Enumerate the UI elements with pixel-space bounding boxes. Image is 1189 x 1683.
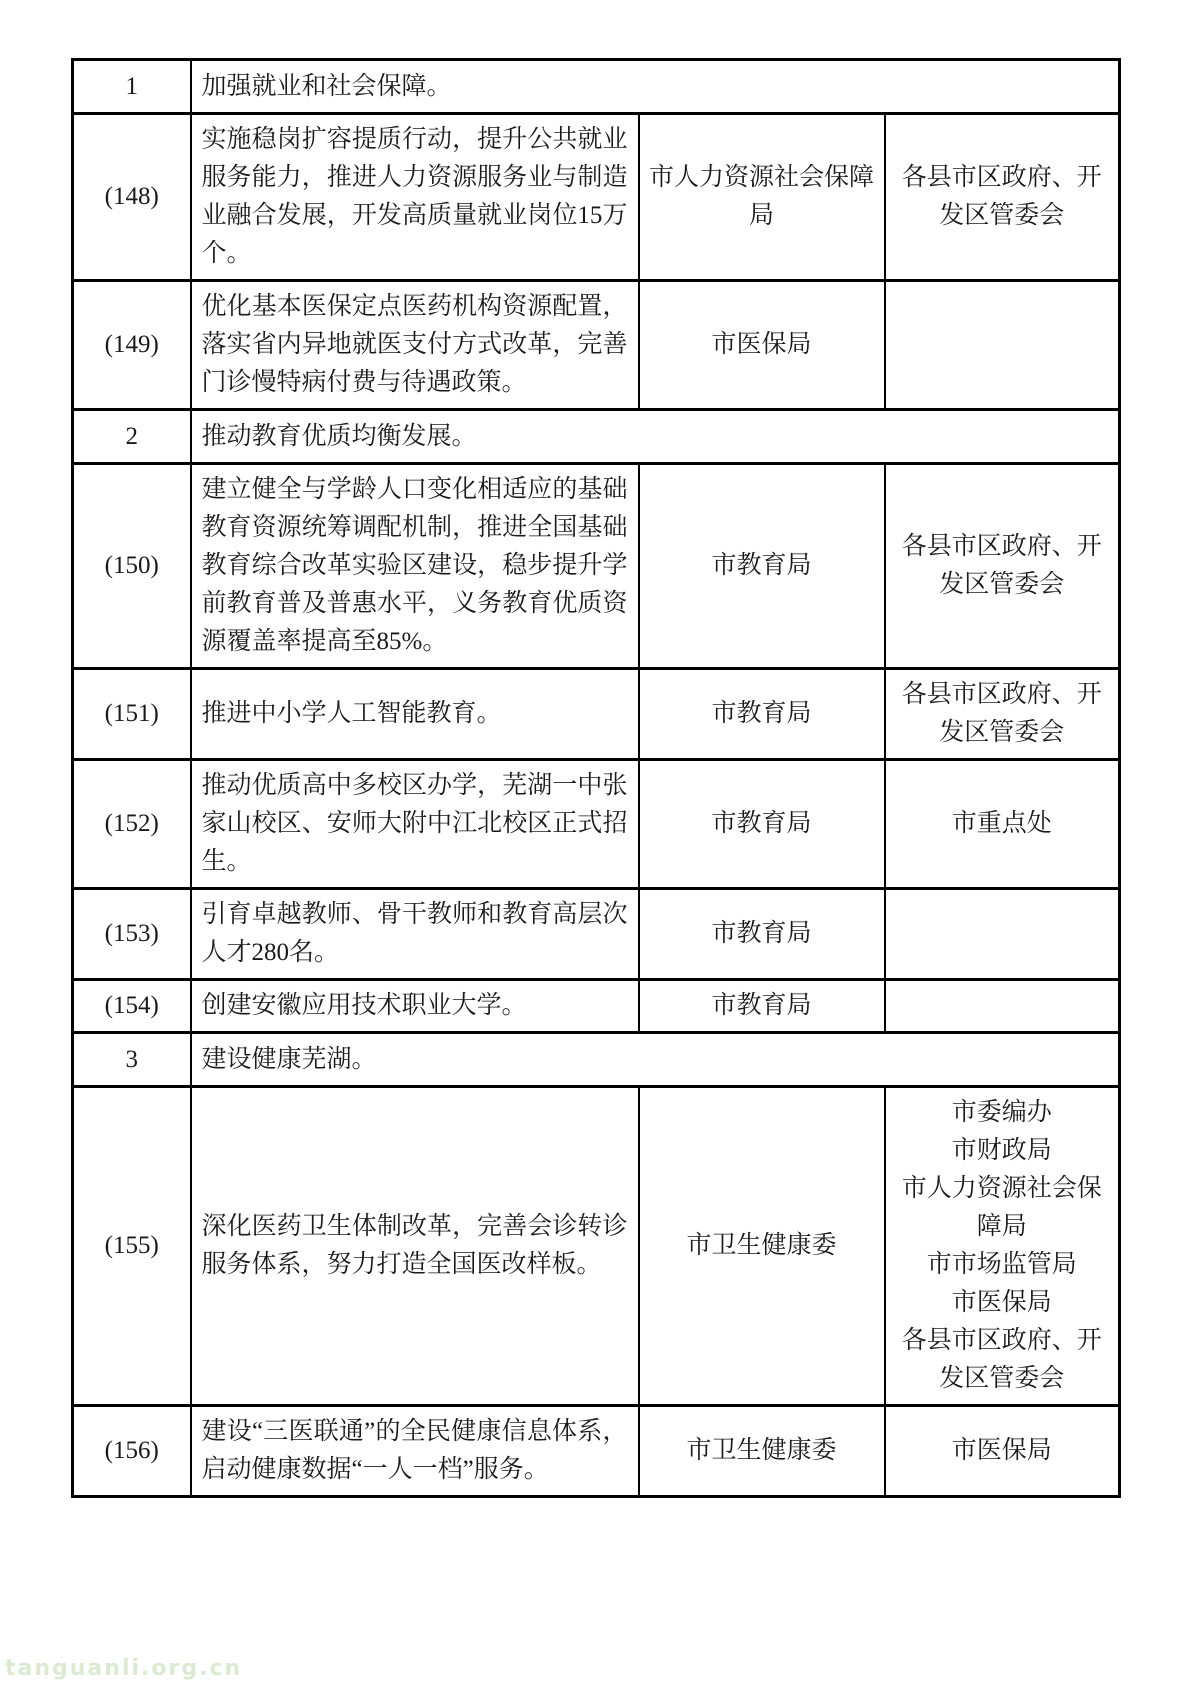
item-row <box>73 980 1120 1033</box>
support-unit: 市医保局 <box>951 1289 1052 1316</box>
task-cell: 推进中小学人工智能教育。 <box>191 669 639 760</box>
support-units-cell <box>885 114 1120 281</box>
task-cell: 建立健全与学龄人口变化相适应的基础教育资源统筹调配机制，推进全国基础教育综合改革实验区建设，稳步提升学前教育普及普惠水平，义务教育优质资源覆盖率提高至85%。 <box>191 464 639 669</box>
lead-unit-cell: 市卫生健康委 <box>639 1406 885 1497</box>
support-unit: 市医保局 <box>951 1437 1052 1464</box>
task-cell: 深化医药卫生体制改革，完善会诊转诊服务体系，努力打造全国医改样板。 <box>191 1087 639 1406</box>
support-unit: 各县市区政府、开发区管委会 <box>901 681 1102 746</box>
lead-unit-cell: 市教育局 <box>639 889 885 980</box>
support-units-cell <box>885 760 1120 889</box>
task-cell: 优化基本医保定点医药机构资源配置，落实省内异地就医支付方式改革，完善门诊慢特病付费与待遇政策。 <box>191 281 639 410</box>
row-number-cell: (152) <box>73 760 191 889</box>
row-number-cell: (148) <box>73 114 191 281</box>
lead-unit-cell: 市教育局 <box>639 760 885 889</box>
support-units-cell <box>885 464 1120 669</box>
table-body <box>73 60 1120 1497</box>
row-number-cell: (156) <box>73 1406 191 1497</box>
lead-unit-cell: 市医保局 <box>639 281 885 410</box>
item-row <box>73 281 1120 410</box>
task-cell: 建设“三医联通”的全民健康信息体系，启动健康数据“一人一档”服务。 <box>191 1406 639 1497</box>
support-unit: 市人力资源社会保障局 <box>901 1175 1102 1240</box>
task-cell: 引育卓越教师、骨干教师和教育高层次人才280名。 <box>191 889 639 980</box>
group-title-cell: 推动教育优质均衡发展。 <box>191 410 1120 464</box>
lead-unit-cell: 市卫生健康委 <box>639 1087 885 1406</box>
task-cell: 实施稳岗扩容提质行动，提升公共就业服务能力，推进人力资源服务业与制造业融合发展，开发高质量就业岗位15万个。 <box>191 114 639 281</box>
task-assignment-table <box>71 58 1121 1498</box>
task-cell: 推动优质高中多校区办学，芜湖一中张家山校区、安师大附中江北校区正式招生。 <box>191 760 639 889</box>
row-number-cell: (153) <box>73 889 191 980</box>
row-number-cell: 1 <box>73 60 191 114</box>
item-row <box>73 669 1120 760</box>
support-units-cell <box>885 669 1120 760</box>
row-number-cell: (151) <box>73 669 191 760</box>
row-number-cell: (155) <box>73 1087 191 1406</box>
item-row <box>73 760 1120 889</box>
support-unit: 市重点处 <box>951 810 1052 837</box>
row-number-cell: 2 <box>73 410 191 464</box>
lead-unit-cell: 市教育局 <box>639 464 885 669</box>
group-row <box>73 60 1120 114</box>
lead-unit-cell: 市教育局 <box>639 669 885 760</box>
support-unit: 各县市区政府、开发区管委会 <box>901 1327 1102 1392</box>
item-row <box>73 464 1120 669</box>
row-number-cell: (150) <box>73 464 191 669</box>
item-row <box>73 114 1120 281</box>
support-units-cell <box>885 1087 1120 1406</box>
support-unit: 市财政局 <box>951 1137 1052 1164</box>
support-units-cell <box>885 281 1120 410</box>
row-number-cell: (149) <box>73 281 191 410</box>
task-cell: 创建安徽应用技术职业大学。 <box>191 980 639 1033</box>
lead-unit-cell: 市人力资源社会保障局 <box>639 114 885 281</box>
support-units-cell <box>885 1406 1120 1497</box>
item-row <box>73 1087 1120 1406</box>
group-row <box>73 410 1120 464</box>
row-number-cell: (154) <box>73 980 191 1033</box>
support-unit: 市市场监管局 <box>926 1251 1077 1278</box>
item-row <box>73 1406 1120 1497</box>
group-row <box>73 1033 1120 1087</box>
support-units-cell <box>885 980 1120 1033</box>
row-number-cell: 3 <box>73 1033 191 1087</box>
lead-unit-cell: 市教育局 <box>639 980 885 1033</box>
group-title-cell: 加强就业和社会保障。 <box>191 60 1120 114</box>
site-watermark: tanguanli.org.cn <box>5 1656 243 1681</box>
item-row <box>73 889 1120 980</box>
support-units-cell <box>885 889 1120 980</box>
support-unit: 各县市区政府、开发区管委会 <box>901 164 1102 229</box>
support-unit: 各县市区政府、开发区管委会 <box>901 533 1102 598</box>
support-unit: 市委编办 <box>951 1099 1052 1126</box>
group-title-cell: 建设健康芜湖。 <box>191 1033 1120 1087</box>
